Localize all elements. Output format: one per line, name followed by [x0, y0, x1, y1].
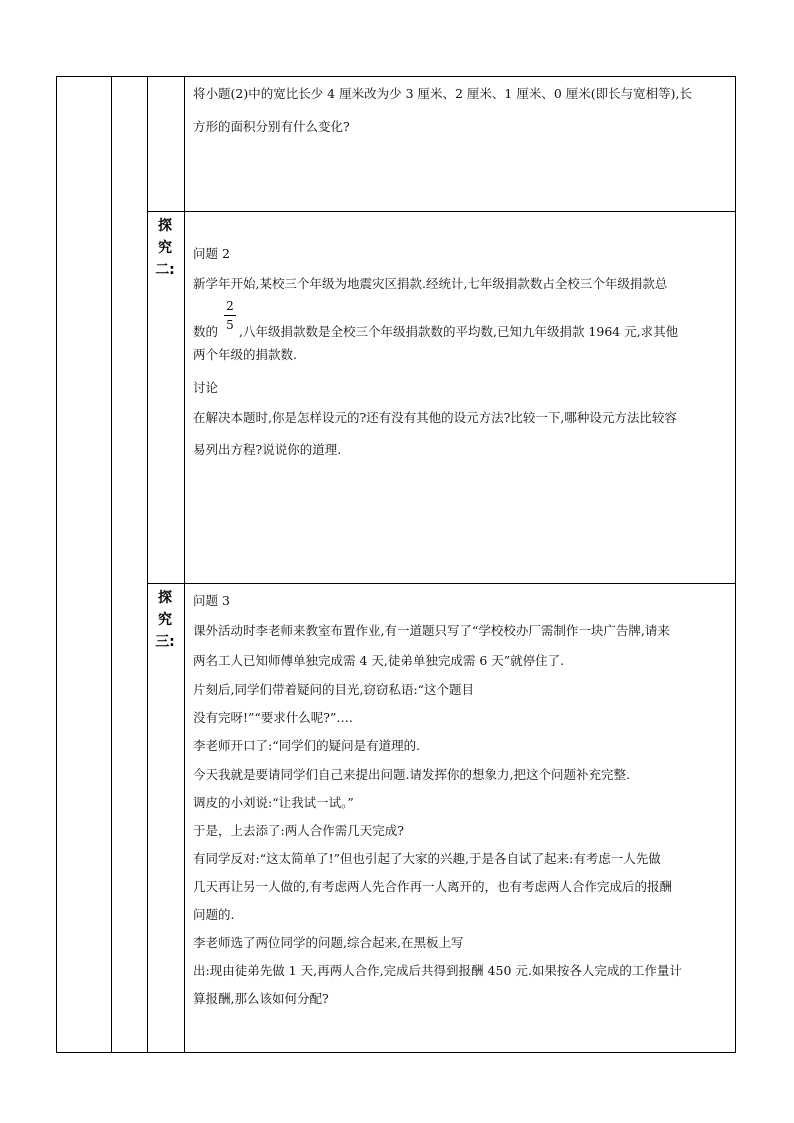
section3-line-1: 问题 3: [193, 593, 230, 608]
fraction-numerator: 2: [226, 299, 234, 313]
section2-label-char-3: 二:: [155, 262, 175, 278]
lesson-table: [56, 76, 736, 1053]
section3-line-4: 片刻后,同学们带着疑问的目光,窃窃私语:“这个题目: [193, 682, 475, 697]
section3-line-6: 李老师开口了:“同学们的疑问是有道理的.: [193, 738, 421, 753]
section2-line-2-after: ,八年级捐款数是全校三个年级捐款数的平均数,已知九年级捐款 1964 元,求其他: [239, 324, 679, 339]
section3-line-11: 几天再让另一人做的,有考虑两人先合作再一人离开的，也有考虑两人合作完成后的报酬: [193, 879, 672, 894]
section3-label-char-1: 探: [158, 590, 172, 606]
discussion-line-1: 在解决本题时,你是怎样设元的?还有没有其他的设元方法?比较一下,哪种设元方法比较容: [193, 410, 677, 425]
fraction-bar: [224, 315, 236, 316]
section3-line-3: 两名工人已知师傅单独完成需 4 天,徒弟单独完成需 6 天”就停住了.: [193, 653, 565, 668]
section3-label-char-3: 三:: [155, 634, 175, 650]
section3-line-12: 问题的.: [193, 907, 235, 922]
intro-line-2: 方形的面积分别有什么变化?: [193, 119, 350, 134]
section2-line-2-before: 数的: [193, 324, 219, 339]
section3-line-2: 课外活动时李老师来教室布置作业,有一道题只写了“学校校办厂需制作一块广告牌,请来: [193, 623, 670, 638]
column-divider-1: [111, 77, 112, 1052]
section3-line-10: 有同学反对:“这太简单了!”但也引起了大家的兴趣,于是各自试了起来:有考虑一人先做: [193, 851, 661, 866]
section2-label-char-1: 探: [158, 218, 172, 234]
section2-title: 问题 2: [193, 246, 230, 261]
intro-line-1: 将小题(2)中的宽比长少 4 厘米改为少 3 厘米、2 厘米、1 厘米、0 厘米(即长与宽相等),长: [193, 86, 693, 101]
section2-line-3: 两个年级的捐款数.: [193, 347, 297, 362]
section3-line-8: 调皮的小刘说:“让我试一试。”: [193, 795, 354, 810]
section2-label-char-2: 究: [158, 240, 172, 256]
section3-line-13: 李老师选了两位同学的问题,综合起来,在黑板上写: [193, 935, 464, 950]
section3-label-char-2: 究: [158, 612, 172, 628]
section3-line-14: 出:现由徒弟先做 1 天,再两人合作,完成后共得到报酬 450 元.如果按各人完成的工作量计: [193, 963, 682, 978]
section3-line-15: 算报酬,那么该如何分配?: [193, 991, 329, 1006]
column-divider-2: [147, 77, 148, 1052]
section3-line-7: 今天我就是要请同学们自己来提出问题.请发挥你的想象力,把这个问题补充完整.: [193, 767, 630, 782]
row-divider-1: [147, 211, 735, 212]
discussion-title: 讨论: [193, 380, 219, 395]
section2-line-1: 新学年开始,某校三个年级为地震灾区捐款.经统计,七年级捐款数占全校三个年级捐款总: [193, 276, 668, 291]
row-divider-2: [147, 583, 735, 584]
section3-line-9: 于是，上去添了:两人合作需几天完成?: [193, 823, 404, 838]
discussion-line-2: 易列出方程?说说你的道理.: [193, 442, 342, 457]
fraction-denominator: 5: [226, 318, 234, 332]
section3-line-5: 没有完呀!”“要求什么呢?”….: [193, 710, 353, 725]
column-divider-3: [184, 77, 185, 1052]
